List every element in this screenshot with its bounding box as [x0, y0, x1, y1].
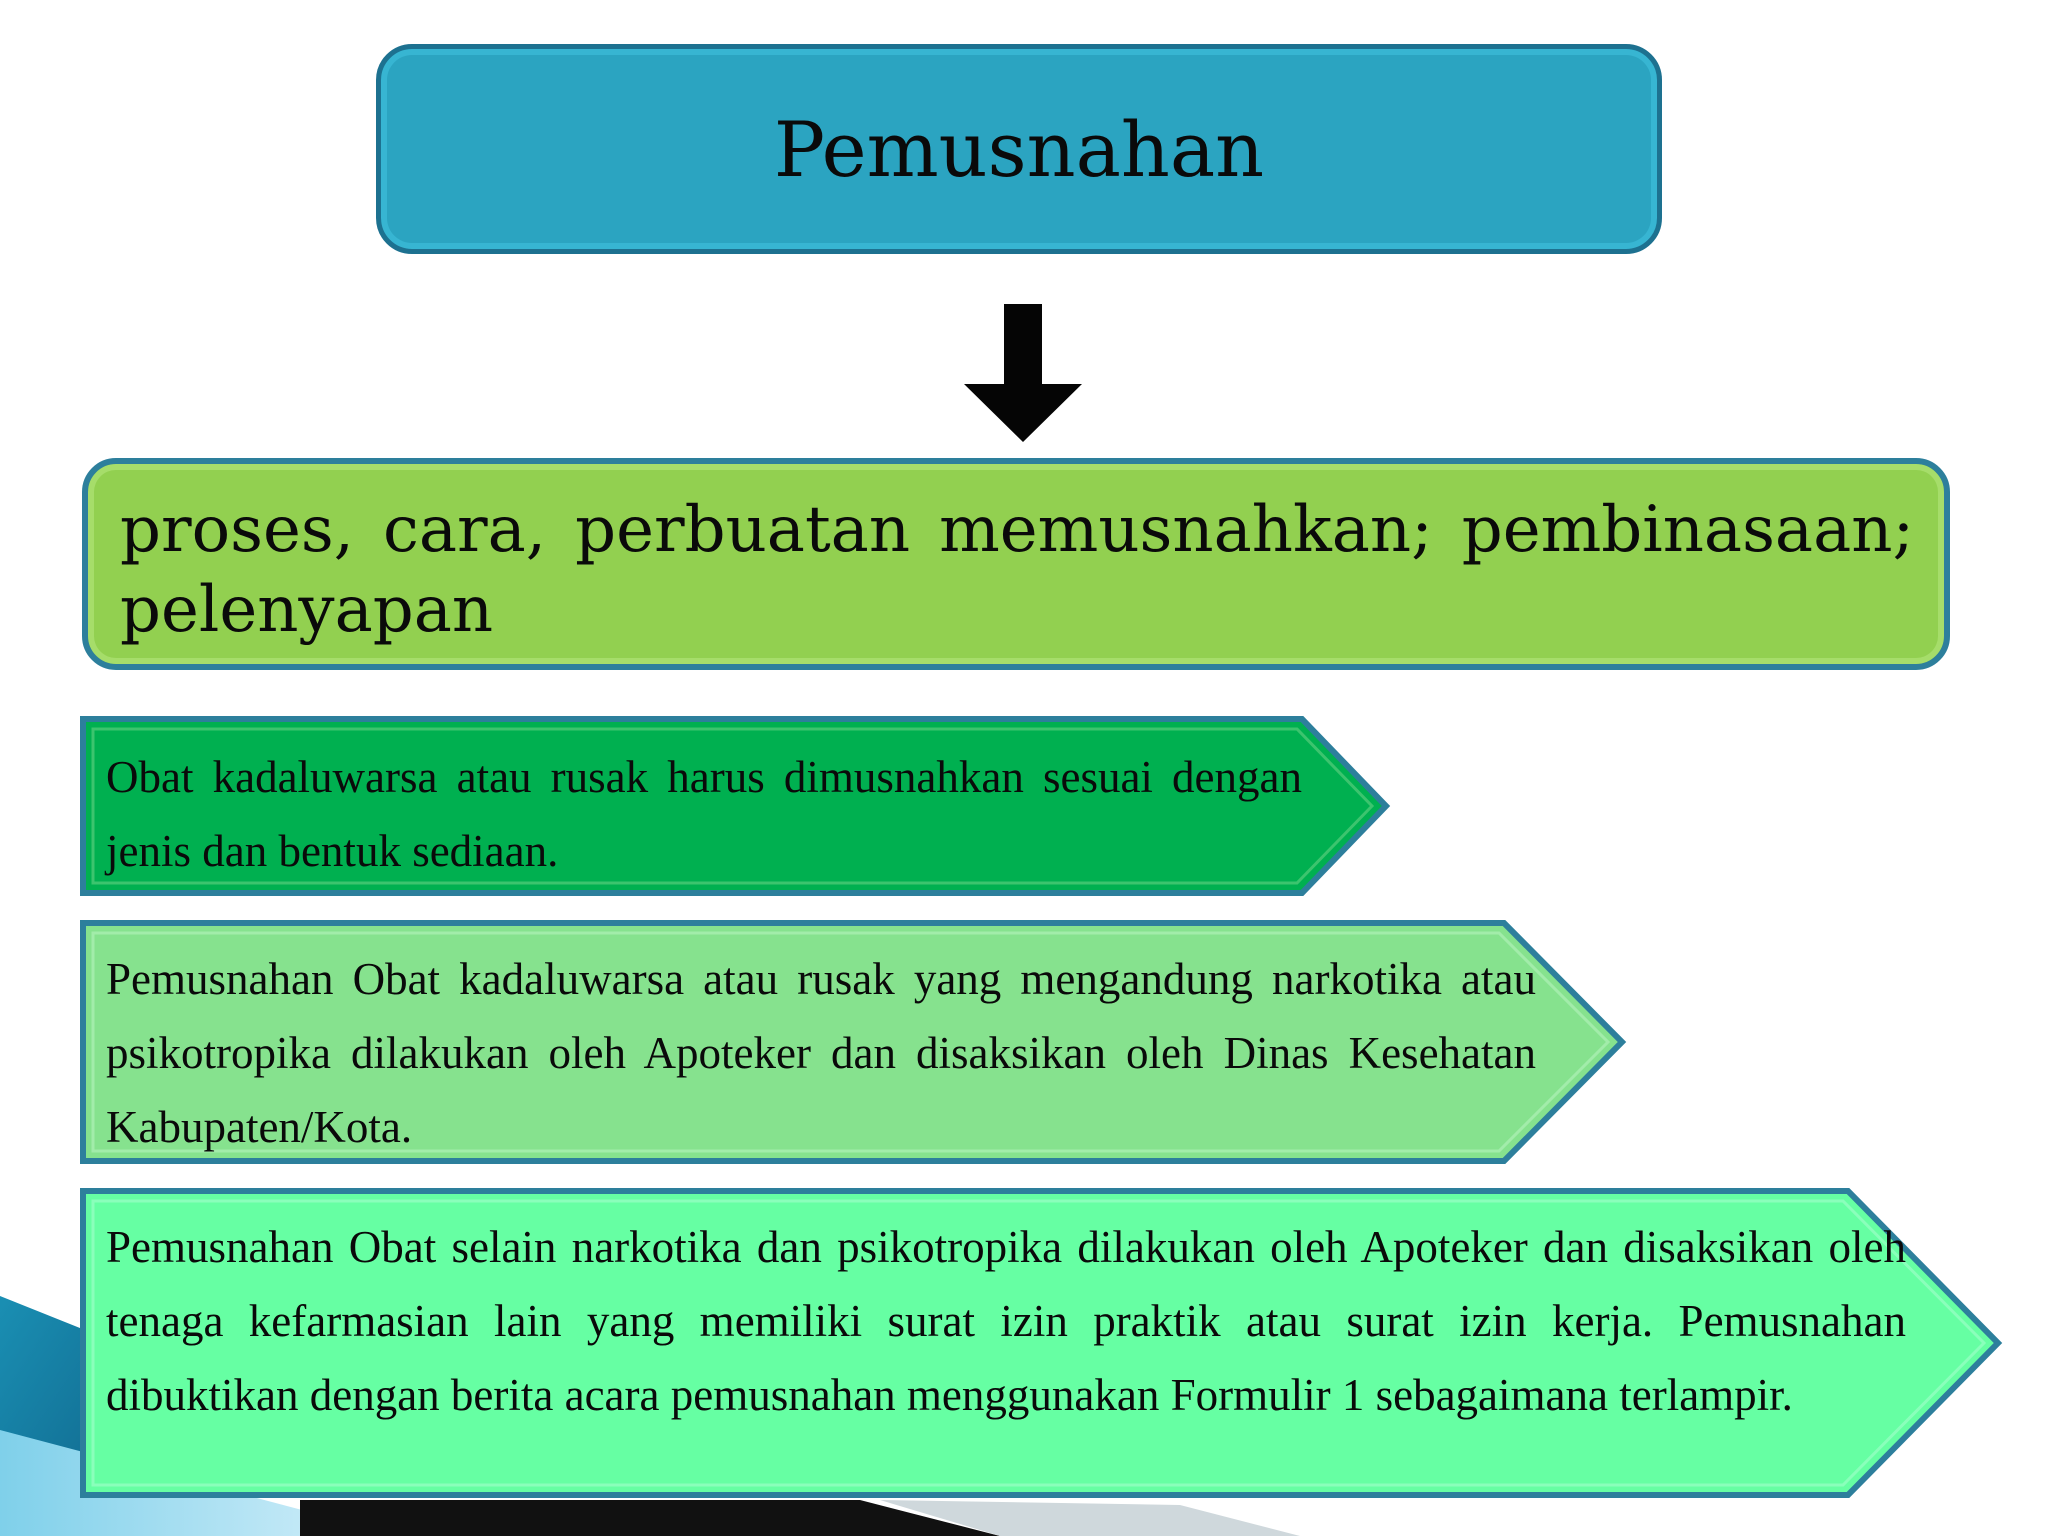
title-text: Pemusnahan — [773, 104, 1265, 194]
definition-text: proses, cara, perbuatan memusnahkan; pembinasaan; pelenyapan — [120, 493, 1914, 647]
title-box — [376, 44, 1662, 254]
definition-box — [82, 458, 1950, 670]
down-arrow-icon — [962, 304, 1082, 444]
step-text-2: Pemusnahan Obat kadaluwarsa atau rusak yang mengandung narkotika atau psikotropika dilakukan oleh Apoteker dan disaksikan oleh Dinas Kesehatan Kabupaten/Kota. — [106, 954, 1536, 1152]
step-box-2 — [80, 920, 1628, 1164]
step-box-1 — [80, 716, 1392, 896]
step-text-1: Obat kadaluwarsa atau rusak harus dimusnahkan sesuai dengan jenis dan bentuk sediaan. — [106, 752, 1302, 876]
step-text-3: Pemusnahan Obat selain narkotika dan psikotropika dilakukan oleh Apoteker dan disaksikan oleh tenaga kefarmasian lain yang memiliki surat izin praktik atau surat izin kerja. Pemusnahan dibuktikan dengan berita acara pemusnahan menggunakan Formulir 1 sebagaimana terlampir. — [106, 1222, 1906, 1420]
step-box-3 — [80, 1188, 2004, 1498]
